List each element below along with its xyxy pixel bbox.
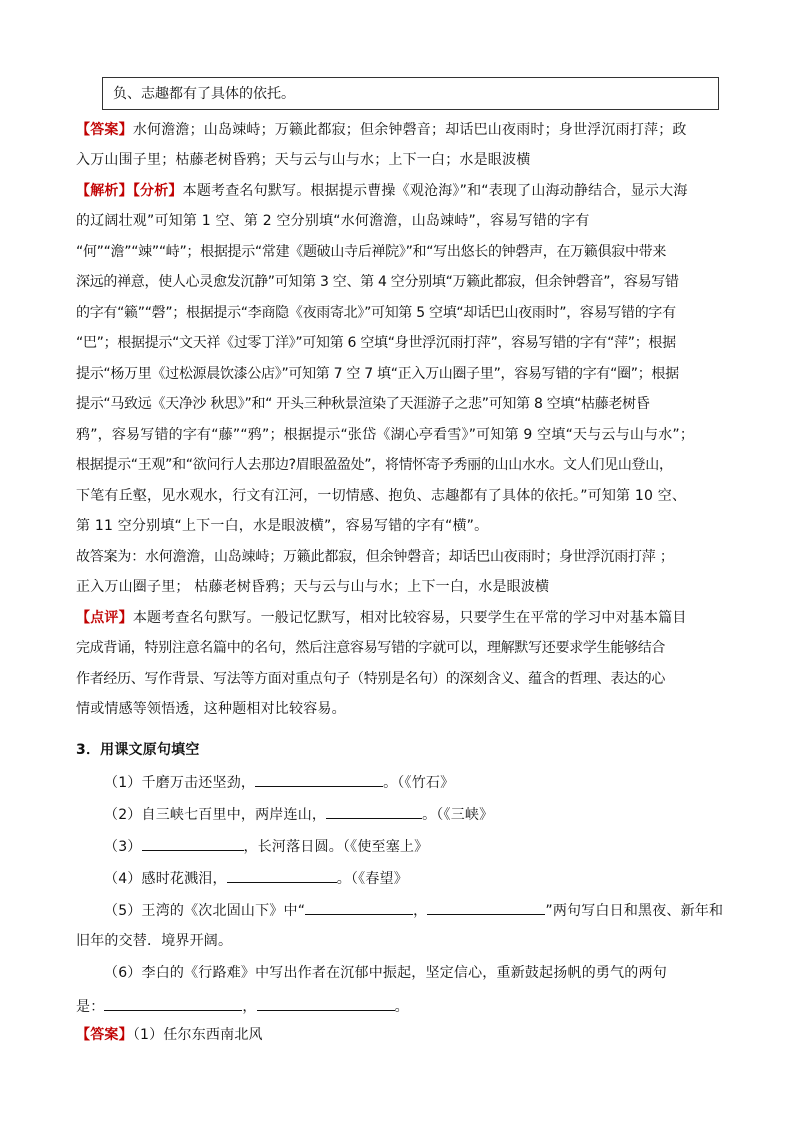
q1-text-b: 。（《竹石》 <box>383 775 455 791</box>
analysis-line-6 <box>76 334 676 352</box>
analysis-text-1: 本题考查名句默写。根据提示曹操《观沧海》”和“表现了山海动静结合，显示大海 <box>182 183 688 199</box>
analysis-line-2 <box>76 212 590 230</box>
analysis-line-3 <box>76 243 666 261</box>
analysis-line-5 <box>76 304 676 322</box>
answer-tag: 【答案】 <box>76 122 133 138</box>
analysis-text-4: 深远的禅意，使人心灵愈发沉静”可知第 3 空、第 4 空分别填“万籁此都寂，但余钟磬音”，容易写错 <box>76 274 679 290</box>
analysis-text-12: 第 11 空分别填“上下一白，水是眼波横”，容易写错的字有“横”。 <box>76 518 489 534</box>
analysis-text-10: 根据提示“王观”和“欲问行人去那边?眉眼盈盈处”，将情怀寄予秀丽的山山水水。文人们见山登山， <box>76 457 673 473</box>
analysis-line-10 <box>76 456 673 474</box>
analysis-text-6: “巴”；根据提示“文天祥《过零丁洋》”可知第 6 空填“身世浮沉雨打萍”，容易写错的字有“萍”；根据 <box>76 335 676 351</box>
q4-text-a: （4）感时花溅泪， <box>104 871 227 887</box>
question-3-item-6-cont <box>76 996 409 1016</box>
final-answer-line-1 <box>76 548 674 566</box>
analysis-text-2: 的辽阔壮观”可知第 1 空、第 2 空分别填“水何澹澹，山岛竦峙”，容易写错的字有 <box>76 213 590 229</box>
q5-text-b: ， <box>413 903 428 919</box>
q3-text-a: （3） <box>104 839 142 855</box>
answer-blank[interactable] <box>257 996 395 1011</box>
final-answer-text-1: 故答案为：水何澹澹，山岛竦峙；万籁此都寂，但余钟磬音；却话巴山夜雨时；身世浮沉雨打萍 ； <box>76 549 674 565</box>
answer-blank[interactable] <box>305 900 413 915</box>
analysis-line-12 <box>76 517 488 535</box>
analysis-text-7: 提示“杨万里《过松源晨饮漆公店》”可知第 7 空 7 填“正入万山圈子里”，容易写错的字有“圈”；根据 <box>76 366 679 382</box>
analysis-line-7 <box>76 365 679 383</box>
answer-line-1 <box>76 121 687 139</box>
box-text: 负、志趣都有了具体的依托。 <box>113 86 295 102</box>
q6-text-b: 是： <box>76 999 105 1015</box>
analysis-tag: 【解析】 <box>76 183 133 199</box>
q4-text-b: 。（《春望》 <box>336 871 408 887</box>
analysis-text-9: 鸦”，容易写错的字有“藤”“鸦”；根据提示“张岱《湖心亭看雪》”可知第 9 空填“天与云与山与水”； <box>76 427 695 443</box>
q6-text-d: 。 <box>394 999 409 1015</box>
final-answer-line <box>76 1026 263 1044</box>
dianping-line-4 <box>76 700 346 718</box>
question-3-item-5 <box>104 900 723 920</box>
final-answer-tag: 【答案】 <box>76 1027 133 1043</box>
q5-text-a: （5）王湾的《次北固山下》中“ <box>104 903 306 919</box>
analysis-text-11: 下笔有丘壑，见水观水，行文有江河，一切情感、抱负、志趣都有了具体的依托。”可知第 10 空、 <box>76 488 687 504</box>
question-3-item-6 <box>104 964 667 982</box>
answer-blank[interactable] <box>427 900 545 915</box>
final-answer-text: （1）任尔东西南北风 <box>132 1027 263 1043</box>
dianping-text-1: 本题考查名句默写。一般记忆默写，相对比较容易，只要学生在平常的学习中对基本篇目 <box>132 610 687 626</box>
analysis-line-8 <box>76 395 650 413</box>
dianping-line-1 <box>76 609 687 627</box>
dianping-text-3: 作者经历、写作背景、写法等方面对重点句子（特别是名句）的深刻含义、蕴含的哲理、表达的心 <box>76 671 666 687</box>
answer-text-1: 水何澹澹；山岛竦峙；万籁此都寂；但余钟磬音；却话巴山夜雨时；身世浮沉雨打萍；政 <box>132 122 687 138</box>
fenxi-tag: 【分析】 <box>132 183 183 199</box>
analysis-line-11 <box>76 487 686 505</box>
analysis-line-4 <box>76 273 679 291</box>
question-3-item-4 <box>104 868 408 888</box>
question-3-item-5-cont <box>76 932 232 950</box>
analysis-text-3: “何”“澹”“竦”“峙”；根据提示“常建《题破山寺后禅院》”和“写出悠长的钟磬声，在万籁俱寂中带来 <box>76 244 667 260</box>
answer-blank[interactable] <box>255 772 383 787</box>
q2-text-b: 。（《三峡》 <box>422 807 494 823</box>
answer-blank[interactable] <box>104 996 242 1011</box>
analysis-line-1 <box>76 182 688 200</box>
question-3-item-1 <box>104 772 454 792</box>
answer-blank[interactable] <box>227 868 337 883</box>
dianping-line-2 <box>76 639 665 657</box>
dianping-tag: 【点评】 <box>76 610 133 626</box>
dianping-text-2: 完成背诵，特别注意名篇中的名句，然后注意容易写错的字就可以，理解默写还要求学生能够结合 <box>76 640 666 656</box>
q6-text-a: （6）李白的《行路难》中写出作者在沉郁中振起，坚定信心，重新鼓起扬帆的勇气的两句 <box>104 965 667 981</box>
q1-text-a: （1）千磨万击还坚劲， <box>104 775 256 791</box>
q5-text-c: ”两句写白日和黑夜、新年和 <box>545 903 724 919</box>
analysis-text-5: 的字有“籁”“磬”；根据提示“李商隐《夜雨寄北》”可知第 5 空填“却话巴山夜雨时”，容易写错的字有 <box>76 305 676 321</box>
q3-text-b: ，长河落日圆。（《使至塞上》 <box>243 839 429 855</box>
answer-text-2: 入万山围子里；枯藤老树昏鸦；天与云与山与水；上下一白；水是眼波横 <box>76 152 531 168</box>
q6-text-c: ， <box>242 999 257 1015</box>
question-3-item-2 <box>104 804 493 824</box>
dianping-line-3 <box>76 670 665 688</box>
answer-blank[interactable] <box>326 804 422 819</box>
final-answer-line-2 <box>76 578 549 596</box>
q2-text-a: （2）自三峡七百里中，两岸连山， <box>104 807 327 823</box>
q5-text-d: 旧年的交替．境界开阔。 <box>76 933 233 949</box>
question-3-title: 3．用课文原句填空 <box>76 742 200 758</box>
question-3-item-3 <box>104 836 428 856</box>
dianping-text-4: 情或情感等领悟透，这种题相对比较容易。 <box>76 701 346 717</box>
analysis-line-9 <box>76 426 694 444</box>
answer-line-2 <box>76 151 530 169</box>
quoted-text-box <box>102 77 719 110</box>
analysis-text-8: 提示“马致远《天净沙 秋思》”和“ 开头三种秋景渲染了天涯游子之悲”可知第 8 空填“枯藤老树昏 <box>76 396 650 412</box>
final-answer-text-2: 正入万山圈子里； 枯藤老树昏鸦；天与云与山与水；上下一白，水是眼波横 <box>76 579 550 595</box>
answer-blank[interactable] <box>142 836 244 851</box>
